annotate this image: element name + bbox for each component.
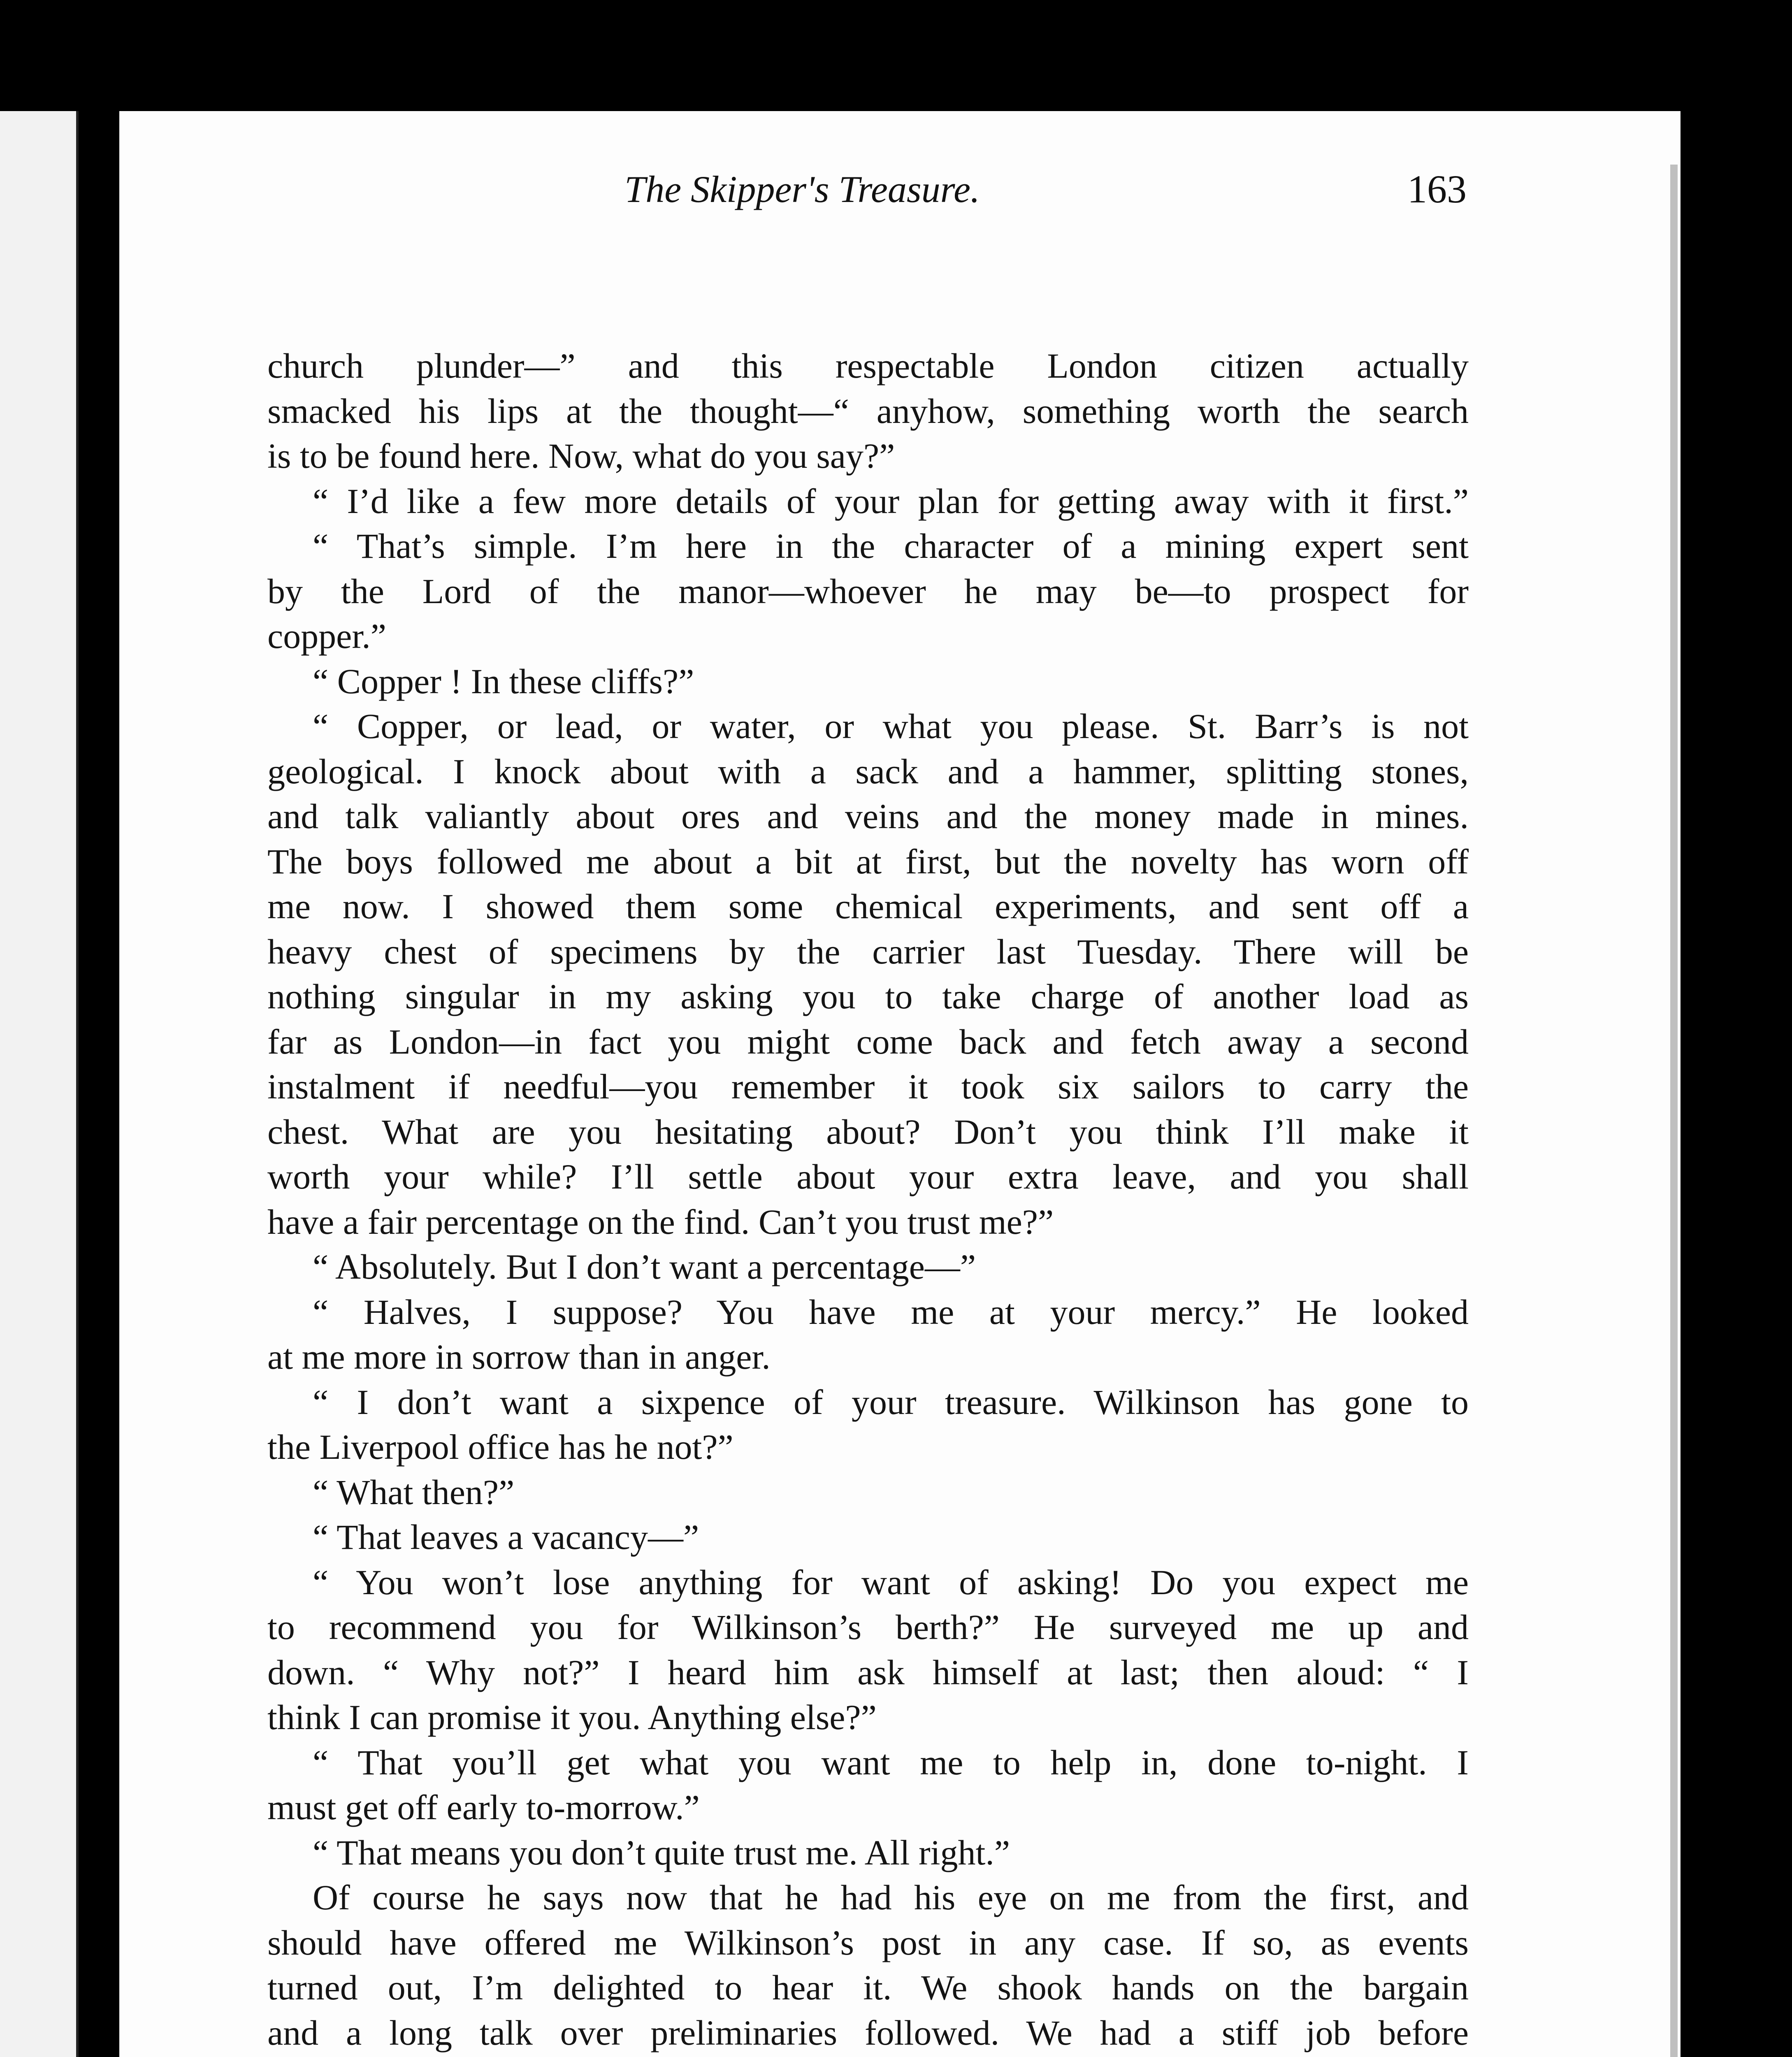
page-header: [138, 148, 1467, 230]
text-line: is to be found here. Now, what do you say?”: [267, 436, 895, 476]
text-line: instalment if needful—you remember it took six sailors to carry the: [267, 1067, 1469, 1106]
text-line: chest. What are you hesitating about? Don’t you think I’ll make it: [267, 1112, 1469, 1152]
running-title: The Skipper's Treasure.: [624, 168, 980, 210]
text-line: “ I don’t want a sixpence of your treasure. Wilkinson has gone to: [313, 1382, 1469, 1422]
text-line: “ Copper, or lead, or water, or what you please. St. Barr’s is not: [313, 706, 1469, 746]
text-line: must get off early to-morrow.”: [267, 1788, 700, 1827]
text-line: “ That you’ll get what you want me to help in, done to-night. I: [313, 1742, 1469, 1782]
text-line: smacked his lips at the thought—“ anyhow, something worth the search: [267, 391, 1469, 431]
text-line: turned out, I’m delighted to hear it. We shook hands on the bargain: [267, 1968, 1469, 2007]
page-stack-edge: [1670, 165, 1678, 2057]
text-line: have a fair percentage on the find. Can’t you trust me?”: [267, 1202, 1054, 1242]
text-line: the Liverpool office has he not?”: [267, 1427, 734, 1467]
text-line: far as London—in fact you might come back and fetch away a second: [267, 1022, 1469, 1061]
text-line: at me more in sorrow than in anger.: [267, 1337, 771, 1377]
text-line: worth your while? I’ll settle about your extra leave, and you shall: [267, 1157, 1469, 1196]
body-text: [267, 344, 1469, 2057]
text-line: “ That leaves a vacancy—”: [313, 1517, 699, 1557]
text-line: heavy chest of specimens by the carrier last Tuesday. There will be: [267, 931, 1469, 971]
text-line: nothing singular in my asking you to take charge of another load as: [267, 977, 1469, 1016]
text-line: think I can promise it you. Anything else?”: [267, 1697, 877, 1737]
text-line: “ Absolutely. But I don’t want a percentage—”: [313, 1247, 976, 1286]
text-line: “ You won’t lose anything for want of asking! Do you expect me: [313, 1562, 1469, 1602]
left-page-edge: [0, 111, 79, 2057]
text-line: The boys followed me about a bit at first, but the novelty has worn off: [267, 841, 1469, 881]
text-line: geological. I knock about with a sack and a hammer, splitting stones,: [267, 751, 1469, 791]
text-line: “ Copper ! In these cliffs?”: [313, 661, 694, 701]
text-line: down. “ Why not?” I heard him ask himself at last; then aloud: “ I: [267, 1652, 1469, 1692]
text-line: copper.”: [267, 616, 386, 656]
text-line: [267, 2055, 1469, 2057]
text-line: “ I’d like a few more details of your plan for getting away with it first.”: [313, 481, 1469, 521]
text-line: should have offered me Wilkinson’s post in any case. If so, as events: [267, 1922, 1469, 1962]
text-line: Of course he says now that he had his eye on me from the first, and: [313, 1878, 1469, 1917]
text-line: “ That’s simple. I’m here in the character of a mining expert sent: [313, 526, 1469, 566]
text-line: church plunder—” and this respectable London citizen actually: [267, 346, 1469, 385]
text-line: “ What then?”: [313, 1472, 515, 1512]
text-line: me now. I showed them some chemical experiments, and sent off a: [267, 887, 1469, 926]
text-line: and talk valiantly about ores and veins and the money made in mines.: [267, 796, 1469, 836]
text-line: by the Lord of the manor—whoever he may be—to prospect for: [267, 571, 1469, 611]
text-line: “ That means you don’t quite trust me. All right.”: [313, 1832, 1010, 1872]
text-line: “ Halves, I suppose? You have me at your mercy.” He looked: [313, 1292, 1469, 1332]
text-line: to recommend you for Wilkinson’s berth?” He surveyed me up and: [267, 1607, 1469, 1647]
page-number: 163: [1407, 167, 1467, 211]
text-line: and a long talk over preliminaries followed. We had a stiff job before: [267, 2013, 1469, 2052]
